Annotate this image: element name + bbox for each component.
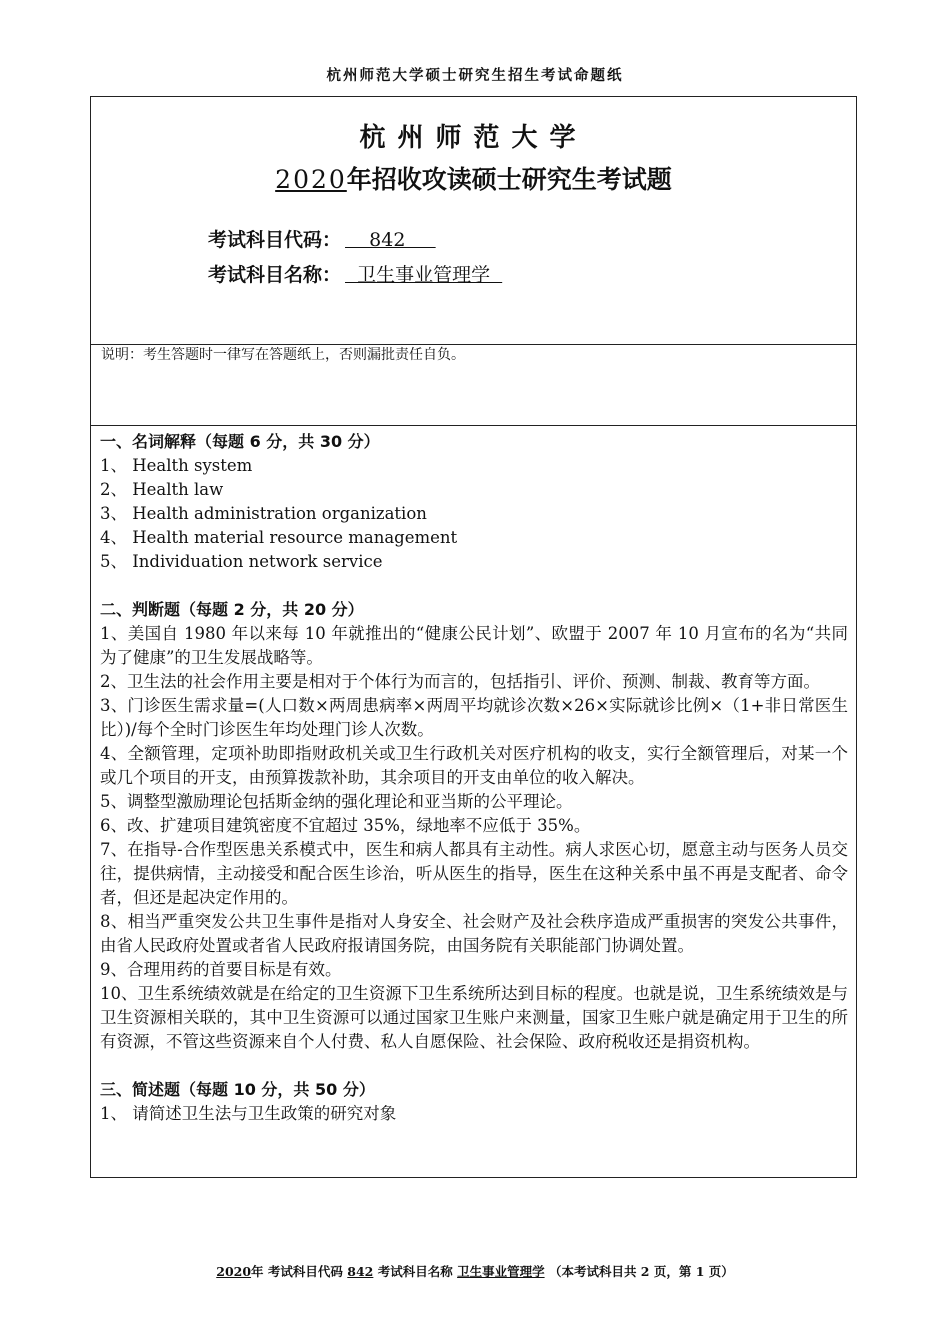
exam-title-text: 年招收攻读硕士研究生考试题 xyxy=(346,165,672,194)
list-item: 3、 Health administration organization xyxy=(100,504,427,523)
section-2-title: 二、判断题（每题 2 分，共 20 分） xyxy=(100,600,364,619)
footer-page-info: （本考试科目共 2 页，第 1 页） xyxy=(544,1264,734,1279)
list-item: 2、 Health law xyxy=(100,480,224,499)
page-header: 杭州师范大学硕士研究生招生考试命题纸 xyxy=(326,67,624,84)
list-item: 8、相当严重突发公共卫生事件是指对人身安全、社会财产及社会秩序造成严重损害的突发公共事件，由省人民政府处置或者省人民政府报请国务院，由国务院有关职能部门协调处置。 xyxy=(100,912,848,955)
subject-code-field xyxy=(208,225,440,252)
list-item: 4、 Health material resource management xyxy=(100,528,458,547)
list-item: 1、美国自 1980 年以来每 10 年就推出的“健康公民计划”、欧盟于 2007 年 10 月宣布的名为“共同为了健康”的卫生发展战略等。 xyxy=(100,624,848,667)
list-item: 2、卫生法的社会作用主要是相对于个体行为而言的，包括指引、评价、预测、制裁、教育等方面。 xyxy=(100,672,820,691)
list-item: 9、合理用药的首要目标是有效。 xyxy=(100,960,342,979)
footer-name-label: 考试科目名称 xyxy=(373,1264,458,1279)
list-item: 6、改、扩建项目建筑密度不宜超过 35%，绿地率不应低于 35%。 xyxy=(100,816,591,835)
university-name: 杭州师范大学 xyxy=(359,123,588,153)
exam-title xyxy=(91,160,856,196)
list-item: 5、 Individuation network service xyxy=(100,552,383,571)
footer-year-suffix: 年 考试科目代码 xyxy=(251,1264,348,1279)
subject-code-value: 842 xyxy=(345,229,436,251)
footer-year: 2020 xyxy=(216,1264,252,1279)
subject-name-field xyxy=(208,260,506,287)
title-box xyxy=(91,97,856,345)
section-3-title: 三、简述题（每题 10 分，共 50 分） xyxy=(100,1080,375,1099)
footer-code: 842 xyxy=(347,1264,374,1279)
footer-subject-name: 卫生事业管理学 xyxy=(457,1264,545,1279)
section-1-title: 一、名词解释（每题 6 分，共 30 分） xyxy=(100,432,380,451)
list-item: 1、 Health system xyxy=(100,456,253,475)
subject-code-label: 考试科目代码： xyxy=(208,229,342,251)
subject-name-value: 卫生事业管理学 xyxy=(345,264,503,286)
page-footer xyxy=(0,1262,950,1280)
question-content xyxy=(91,426,856,1126)
exam-year: 2020 xyxy=(275,165,347,194)
list-item: 5、调整型激励理论包括斯金纳的强化理论和亚当斯的公平理论。 xyxy=(100,792,573,811)
exam-frame xyxy=(90,96,857,1178)
list-item: 7、在指导-合作型医患关系模式中，医生和病人都具有主动性。病人求医心切，愿意主动与医务人员交往，提供病情，主动接受和配合医生诊治，听从医生的指导，医生在这种关系中虽不再是支配者、命令者，但还是起决定作用的。 xyxy=(100,840,848,907)
list-item: 4、全额管理，定项补助即指财政机关或卫生行政机关对医疗机构的收支，实行全额管理后，对某一个或几个项目的开支，由预算拨款补助，其余项目的开支由单位的收入解决。 xyxy=(100,744,848,787)
list-item: 10、卫生系统绩效就是在给定的卫生资源下卫生系统所达到目标的程度。也就是说，卫生系统绩效是与卫生资源相关联的，其中卫生资源可以通过国家卫生账户来测量，国家卫生账户就是确定用于卫生的所有资源，不管这些资源来自个人付费、私人自愿保险、社会保险、政府税收还是捐资机构。 xyxy=(100,984,848,1051)
instruction-note: 说明：考生答题时一律写在答题纸上，否则漏批责任自负。 xyxy=(91,345,856,426)
list-item: 1、 请简述卫生法与卫生政策的研究对象 xyxy=(100,1104,397,1123)
subject-name-label: 考试科目名称： xyxy=(208,264,342,286)
list-item: 3、门诊医生需求量=(人口数×两周患病率×两周平均就诊次数×26×实际就诊比例×（1+非日常医生比）)/每个全时门诊医生年均处理门诊人次数。 xyxy=(100,696,848,739)
